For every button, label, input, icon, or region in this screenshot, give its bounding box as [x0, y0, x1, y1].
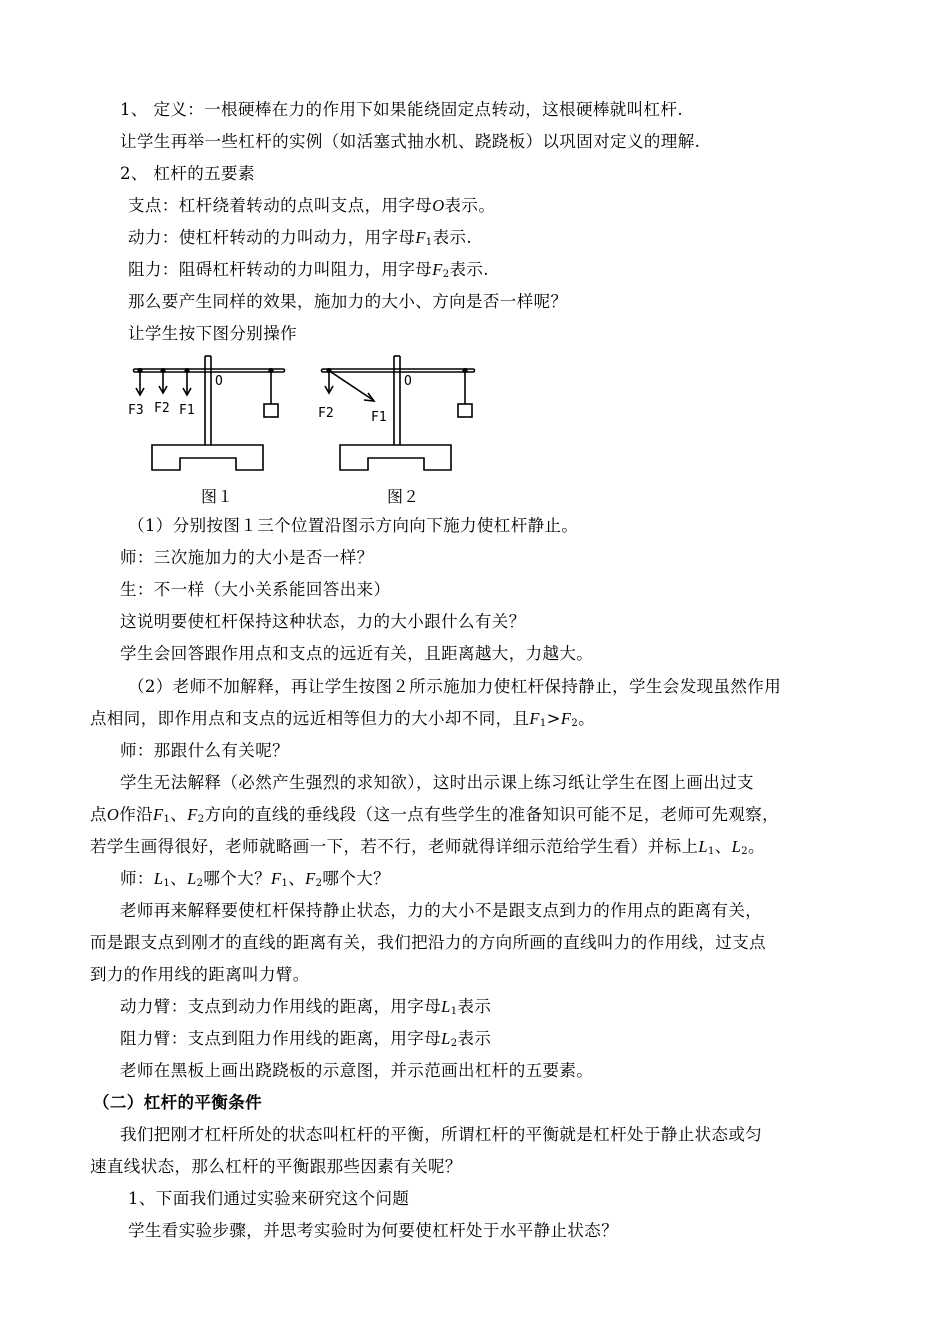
line-students-cant-explain: 学生无法解释（必然产生强烈的求知欲），这时出示课上练习纸让学生在图上画出过支: [120, 773, 754, 792]
lever-diagrams-svg: [118, 350, 478, 510]
line-balance-def: 我们把刚才杠杆所处的状态叫杠杆的平衡，所谓杠杆的平衡就是杠杆处于静止状态或匀: [120, 1125, 763, 1144]
line-explain1: 这说明要使杠杆保持这种状态，力的大小跟什么有关？: [120, 612, 526, 631]
figure-2-caption: 图２: [387, 487, 420, 506]
line-draw-perpendicular: 点O作沿$F_1$、$F_2$方向的直线的垂线段（这一点有些学生的准备知识可能不足，老师可先观察，: [90, 805, 780, 825]
line-step2-cont: 点相同，即作用点和支点的远近相等但力的大小却不同，且$F_1>F_2$。: [90, 709, 596, 729]
line-teacher-q3: 师：$L_1$、$L_2$哪个大？$F_1$、$F_2$哪个大？: [120, 869, 391, 889]
line-fulcrum: 支点：杠杆绕着转动的点叫支点，用字母O表示。: [128, 196, 496, 215]
line-students-operate: 让学生按下图分别操作: [128, 324, 297, 343]
line-teacher-explain-2: 而是跟支点到刚才的直线的距离有关，我们把沿力的方向所画的直线叫力的作用线，过支点: [90, 933, 766, 952]
figure-1-caption: 图１: [201, 487, 234, 506]
line-seesaw: 老师在黑板上画出跷跷板的示意图，并示范画出杠杆的五要素。: [120, 1061, 594, 1080]
line-experiment-steps: 学生看实验步骤，并思考实验时为何要使杠杆处于水平静止状态？: [128, 1221, 619, 1240]
line-student-a1: 生：不一样（大小关系能回答出来）: [120, 580, 391, 599]
fig2-label-f1: F1: [371, 410, 387, 425]
line-draw-perpendicular-cont: 若学生画得很好，老师就略画一下，若不行，老师就得详细示范给学生看）并标上$L_1$、$L_2$。: [90, 837, 765, 857]
figure-2-lever: [322, 356, 475, 470]
line-five-elements-heading: 2、 杠杆的五要素: [120, 164, 255, 183]
line-load-arm: 阻力臂：支点到阻力作用线的距离，用字母$L_2$表示: [120, 1029, 492, 1049]
line-effort: 动力：使杠杆转动的力叫动力，用字母$F_1$表示.: [128, 228, 473, 248]
line-load: 阻力：阻碍杠杆转动的力叫阻力，用字母$F_2$表示.: [128, 260, 489, 280]
line-definition: 1、 定义：一根硬棒在力的作用下如果能绕固定点转动，这根硬棒就叫杠杆.: [120, 100, 683, 119]
line-balance-def-cont: 速直线状态，那么杠杆的平衡跟那些因素有关呢？: [90, 1157, 462, 1176]
fig1-label-o: O: [215, 374, 223, 389]
line-teacher-q2: 师：那跟什么有关呢？: [120, 741, 289, 760]
line-effort-arm: 动力臂：支点到动力作用线的距离，用字母$L_1$表示: [120, 997, 492, 1017]
fig1-label-f1: F1: [179, 403, 195, 418]
line-question-effect: 那么要产生同样的效果，施加力的大小、方向是否一样呢？: [128, 292, 568, 311]
fig1-label-f3: F3: [128, 403, 144, 418]
fig1-label-f2: F2: [154, 401, 170, 416]
line-teacher-explain: 老师再来解释要使杠杆保持静止状态，力的大小不是跟支点到力的作用点的距离有关，: [120, 901, 763, 920]
lever-figures: [118, 350, 478, 510]
line-student-answer: 学生会回答跟作用点和支点的远近有关，且距离越大，力越大。: [120, 644, 594, 663]
line-experiment: 1、下面我们通过实验来研究这个问题: [128, 1189, 410, 1208]
line-teacher-q1: 师：三次施加力的大小是否一样？: [120, 548, 374, 567]
section-heading-balance: （二）杠杆的平衡条件: [93, 1093, 262, 1112]
line-examples: 让学生再举一些杠杆的实例（如活塞式抽水机、跷跷板）以巩固对定义的理解.: [120, 132, 701, 151]
line-step1: （1）分别按图１三个位置沿图示方向向下施力使杠杆静止。: [128, 516, 579, 535]
line-step2: （2）老师不加解释，再让学生按图２所示施加力使杠杆保持静止，学生会发现虽然作用: [128, 677, 782, 696]
line-teacher-explain-3: 到力的作用线的距离叫力臂。: [90, 965, 310, 984]
fig2-label-f2: F2: [318, 406, 334, 421]
fig2-label-o: O: [404, 374, 412, 389]
